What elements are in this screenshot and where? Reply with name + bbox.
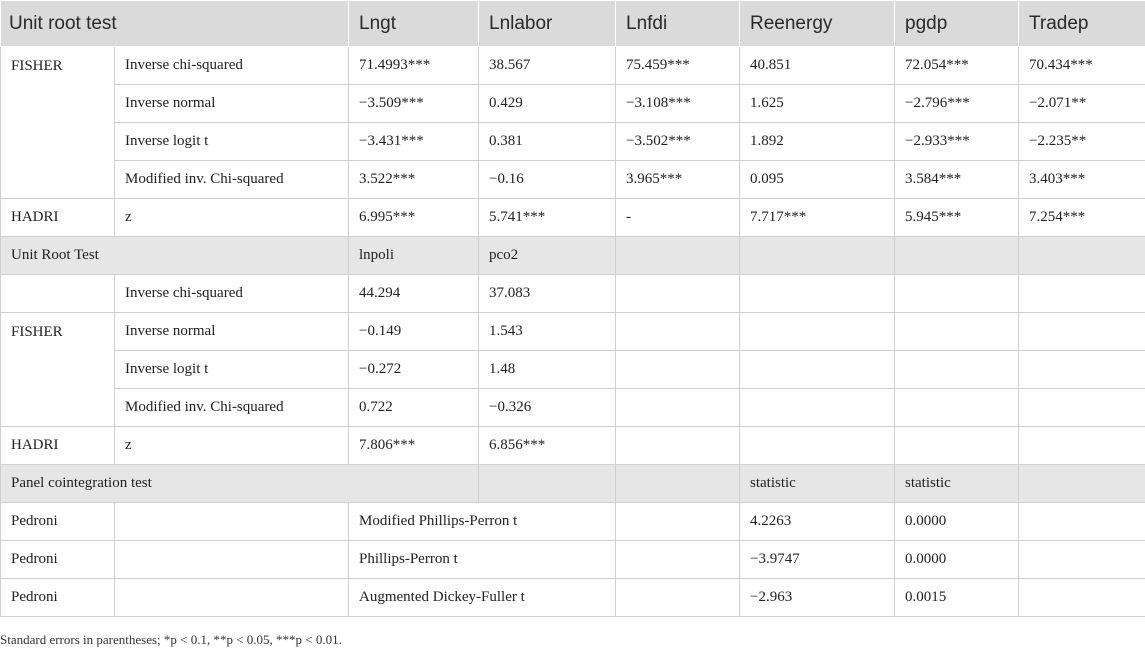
table-cell: −2.796*** [895, 85, 1019, 123]
empty-cell [1019, 275, 1145, 313]
table-cell: 0.429 [479, 85, 616, 123]
empty-cell [1019, 389, 1145, 427]
empty-cell [895, 237, 1019, 275]
table-cell: 6.856*** [479, 427, 616, 465]
table-row [1, 389, 1145, 427]
table-cell: 0.0000 [895, 541, 1019, 579]
col-header: Lngt [349, 1, 479, 47]
col-header: statistic [740, 465, 895, 503]
table-cell: 75.459*** [616, 47, 740, 85]
table-row [1, 85, 1145, 123]
empty-cell [740, 351, 895, 389]
table-cell: 71.4993*** [349, 47, 479, 85]
table-cell: −0.149 [349, 313, 479, 351]
empty-cell [1019, 427, 1145, 465]
table-cell: 1.892 [740, 123, 895, 161]
table-cell: −2.933*** [895, 123, 1019, 161]
section-header-row [1, 237, 1145, 275]
table-row [1, 199, 1145, 237]
empty-cell [616, 313, 740, 351]
empty-cell [895, 351, 1019, 389]
empty-cell [616, 579, 740, 617]
empty-cell [740, 275, 895, 313]
table-cell: 1.543 [479, 313, 616, 351]
test-name: Inverse chi-squared [115, 47, 349, 85]
row-label: Pedroni [1, 579, 115, 617]
table-cell: 3.584*** [895, 161, 1019, 199]
table-cell: 72.054*** [895, 47, 1019, 85]
row-label: Pedroni [1, 503, 115, 541]
empty-cell [1019, 579, 1145, 617]
test-name: Inverse chi-squared [115, 275, 349, 313]
table-cell: 37.083 [479, 275, 616, 313]
empty-cell [115, 579, 349, 617]
table-cell: −2.963 [740, 579, 895, 617]
empty-cell [1019, 313, 1145, 351]
test-name: z [115, 199, 349, 237]
table-row [1, 503, 1145, 541]
test-name: Inverse normal [115, 85, 349, 123]
table-cell: 4.2263 [740, 503, 895, 541]
empty-cell [895, 275, 1019, 313]
table-cell: - [616, 199, 740, 237]
table-cell: 7.806*** [349, 427, 479, 465]
table-cell: −3.509*** [349, 85, 479, 123]
empty-cell [740, 237, 895, 275]
test-name: Inverse normal [115, 313, 349, 351]
table-row [1, 541, 1145, 579]
table-cell: −0.272 [349, 351, 479, 389]
section-title: Unit Root Test [1, 237, 349, 275]
test-name: Modified Phillips-Perron t [349, 503, 616, 541]
table-cell: 70.434*** [1019, 47, 1145, 85]
table-cell: 5.945*** [895, 199, 1019, 237]
empty-cell [616, 389, 740, 427]
table-cell: 40.851 [740, 47, 895, 85]
empty-cell [740, 427, 895, 465]
col-header: Reenergy [740, 1, 895, 47]
empty-cell [740, 389, 895, 427]
group-label-hadri: HADRI [1, 427, 115, 465]
table-cell: 1.625 [740, 85, 895, 123]
empty-cell [1019, 503, 1145, 541]
empty-cell [115, 503, 349, 541]
table-cell: −2.071** [1019, 85, 1145, 123]
group-label-hadri: HADRI [1, 199, 115, 237]
table-cell: 3.522*** [349, 161, 479, 199]
empty-cell [1, 275, 115, 313]
header-row [1, 1, 1145, 47]
test-name: Modified inv. Chi-squared [115, 389, 349, 427]
test-name: Modified inv. Chi-squared [115, 161, 349, 199]
table-row [1, 313, 1145, 351]
col-header: pco2 [479, 237, 616, 275]
section-title: Panel cointegration test [1, 465, 479, 503]
row-label: Pedroni [1, 541, 115, 579]
table-row [1, 47, 1145, 85]
table-cell: −0.326 [479, 389, 616, 427]
empty-cell [895, 427, 1019, 465]
empty-cell [1019, 541, 1145, 579]
test-name: Inverse logit t [115, 351, 349, 389]
group-label-fisher: FISHER [1, 47, 115, 199]
col-header: Tradep [1019, 1, 1145, 47]
table-row [1, 123, 1145, 161]
empty-cell [616, 237, 740, 275]
table-row [1, 351, 1145, 389]
empty-cell [1019, 351, 1145, 389]
table-cell: 7.717*** [740, 199, 895, 237]
section-header-row [1, 465, 1145, 503]
empty-cell [479, 465, 616, 503]
col-header: statistic [895, 465, 1019, 503]
table-cell: 3.403*** [1019, 161, 1145, 199]
test-name: Augmented Dickey-Fuller t [349, 579, 616, 617]
table-cell: −3.9747 [740, 541, 895, 579]
table-cell: −3.108*** [616, 85, 740, 123]
table-cell: −3.431*** [349, 123, 479, 161]
empty-cell [616, 275, 740, 313]
empty-cell [616, 503, 740, 541]
test-name: z [115, 427, 349, 465]
empty-cell [616, 541, 740, 579]
empty-cell [616, 351, 740, 389]
table-cell: 7.254*** [1019, 199, 1145, 237]
table-cell: 0.0015 [895, 579, 1019, 617]
table-cell: 0.095 [740, 161, 895, 199]
col-header: Lnlabor [479, 1, 616, 47]
empty-cell [1019, 465, 1145, 503]
header-title: Unit root test [1, 1, 349, 47]
table-row [1, 579, 1145, 617]
col-header: lnpoli [349, 237, 479, 275]
test-name: Inverse logit t [115, 123, 349, 161]
table-cell: 44.294 [349, 275, 479, 313]
table-cell: 6.995*** [349, 199, 479, 237]
empty-cell [115, 541, 349, 579]
empty-cell [895, 389, 1019, 427]
footnote: Standard errors in parentheses; *p < 0.1, **p < 0.05, ***p < 0.01. [0, 632, 342, 647]
table-cell: 5.741*** [479, 199, 616, 237]
table-cell: 1.48 [479, 351, 616, 389]
test-name: Phillips-Perron t [349, 541, 616, 579]
table-cell: 3.965*** [616, 161, 740, 199]
empty-cell [895, 313, 1019, 351]
table-cell: −0.16 [479, 161, 616, 199]
empty-cell [616, 427, 740, 465]
table-row [1, 275, 1145, 313]
empty-cell [740, 313, 895, 351]
table-cell: 0.722 [349, 389, 479, 427]
table-row [1, 161, 1145, 199]
table-row [1, 427, 1145, 465]
table-cell: 0.0000 [895, 503, 1019, 541]
table-cell: 38.567 [479, 47, 616, 85]
table-cell: 0.381 [479, 123, 616, 161]
col-header: Lnfdi [616, 1, 740, 47]
group-label-fisher: FISHER [1, 313, 115, 427]
table-cell: −3.502*** [616, 123, 740, 161]
empty-cell [616, 465, 740, 503]
table-cell: −2.235** [1019, 123, 1145, 161]
col-header: pgdp [895, 1, 1019, 47]
empty-cell [1019, 237, 1145, 275]
